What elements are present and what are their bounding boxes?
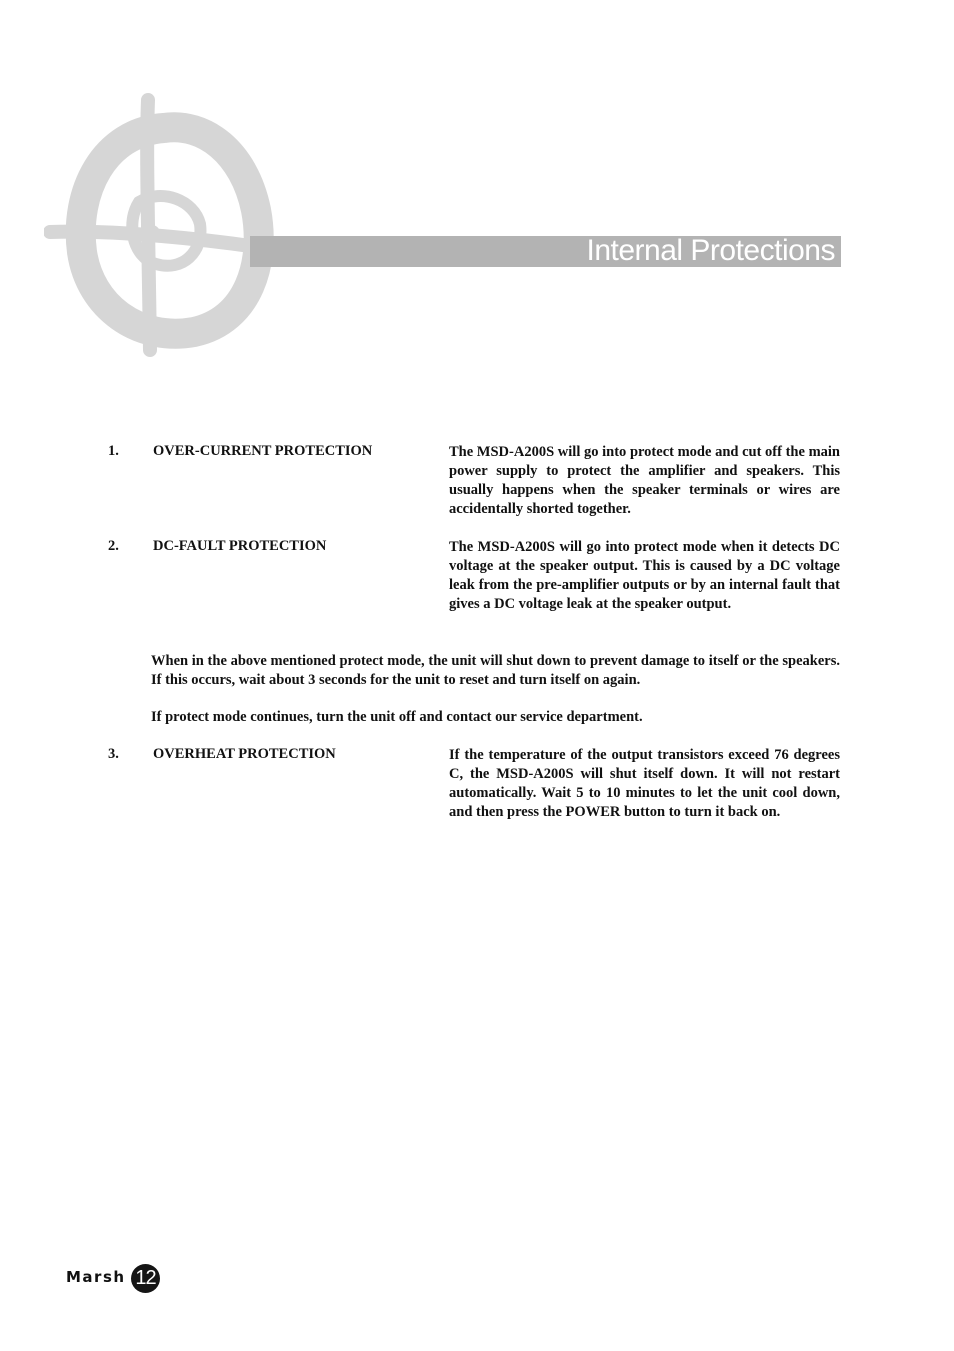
section-label: OVER-CURRENT PROTECTION <box>153 443 373 459</box>
protect-mode-note: When in the above mentioned protect mode, the unit will shut down to prevent damage to itself or the speakers. If this occurs, wait about 3 seconds for the unit to reset and turn itself on again. <box>151 653 840 688</box>
section-description: If the temperature of the output transistors exceed 76 degrees C, the MSD-A200S will shut itself down. It will not restart automatically. Wait 5 to 10 minutes to let the unit cool down, and then press the POWER button to turn it back on. <box>449 747 840 820</box>
section-label: DC-FAULT PROTECTION <box>153 538 327 554</box>
section-description: The MSD-A200S will go into protect mode when it detects DC voltage at the speaker output. This is caused by a DC voltage leak from the pre-amplifier outputs or by an internal fault that gives a DC voltage leak at the speaker output. <box>449 539 840 612</box>
section-number: 1. <box>108 443 119 459</box>
page-number-badge: 12 <box>131 1264 160 1293</box>
section-label: OVERHEAT PROTECTION <box>153 746 336 762</box>
page-title: Internal Protections <box>586 234 835 267</box>
brand-logo: Marsh <box>66 1268 126 1286</box>
service-note: If protect mode continues, turn the unit off and contact our service department. <box>151 709 643 725</box>
crosshair-emblem-icon <box>44 92 294 358</box>
section-description: The MSD-A200S will go into protect mode and cut off the main power supply to protect the amplifier and speakers. This usually happens when the speaker terminals or wires are accidentally shorted together. <box>449 444 840 517</box>
title-bar <box>250 236 841 267</box>
section-number: 2. <box>108 538 119 554</box>
section-number: 3. <box>108 746 119 762</box>
